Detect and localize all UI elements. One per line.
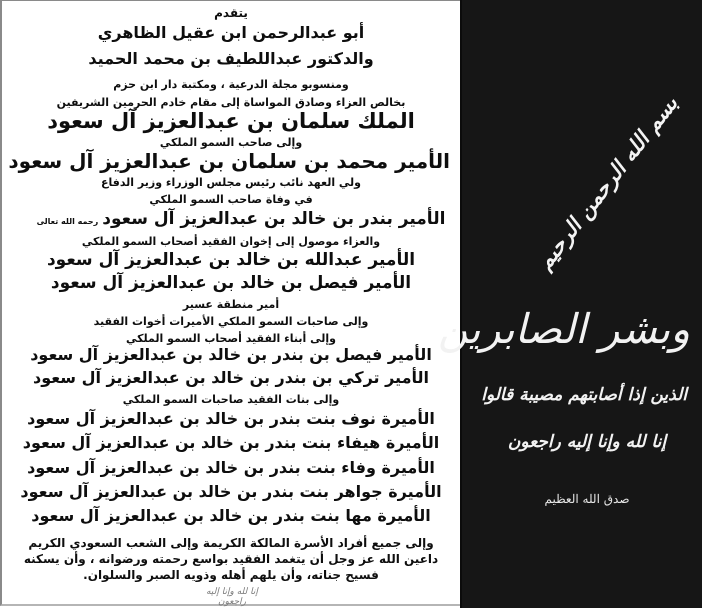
death-of-heading: في وفاة صاحب السمو الملكي bbox=[149, 193, 313, 206]
brother-name: الأمير عبدالله بن خالد بن عبدالعزيز آل سعود bbox=[46, 250, 416, 270]
sender-name: والدكتور عبداللطيف بن محمد الحميد bbox=[88, 49, 374, 68]
signature-calligraphy: إنا لله وإنا إليه راجعون bbox=[206, 587, 258, 607]
daughter-name: الأميرة هيفاء بنت بندر بن خالد بن عبدالعزيز آل سعود bbox=[22, 433, 440, 452]
daughter-name: الأميرة جواهر بنت بندر بن خالد بن عبدالعزيز آل سعود bbox=[20, 482, 442, 501]
sisters-intro: وإلى صاحبات السمو الملكي الأميرات أخوات الفقيد bbox=[93, 315, 369, 328]
crown-prince-name: الأمير محمد بن سلمان بن عبدالعزيز آل سعود bbox=[8, 149, 450, 173]
verse-heading: وبشر الصابرين bbox=[437, 305, 690, 353]
verse-closing: صدق الله العظيم bbox=[544, 492, 630, 506]
quran-verse-panel bbox=[437, 0, 702, 608]
daughter-name: الأميرة وفاء بنت بندر بن خالد بن عبدالعزيز آل سعود bbox=[27, 458, 435, 477]
verse-line: الذين إذا أصابتهم مصيبة قالوا bbox=[481, 385, 687, 405]
verse-line: إنا لله وإنا إليه راجعون bbox=[507, 432, 667, 452]
senders-affiliation: ومنسوبو مجلة الدرعية ، ومكتبة دار ابن حزم bbox=[113, 78, 349, 91]
closing-line: وإلى جميع أفراد الأسرة المالكة الكريمة وإلى الشعب السعودي الكريم bbox=[28, 536, 434, 550]
closing-line: فسيح جناته، وأن يلهم أهله وذويه الصبر والسلوان. bbox=[83, 568, 379, 582]
crown-prince-title: ولي العهد نائب رئيس مجلس الوزراء وزير الدفاع bbox=[100, 176, 362, 189]
sender-name: أبو عبدالرحمن ابن عقيل الظاهري bbox=[97, 23, 365, 42]
deceased-note: رحمه الله تعالى bbox=[36, 217, 99, 226]
basmala-text: بسم الله الرحمن الرحيم bbox=[531, 90, 683, 275]
son-name: الأمير تركي بن بندر بن خالد بن عبدالعزيز آل سعود bbox=[33, 368, 429, 387]
brother-title: أمير منطقة عسير bbox=[182, 298, 280, 311]
basmala-calligraphy bbox=[531, 90, 683, 275]
intro-text: يتقدم bbox=[214, 6, 248, 20]
son-name: الأمير فيصل بن بندر بن خالد بن عبدالعزيز آل سعود bbox=[30, 345, 432, 364]
royal-highness-heading: وإلى صاحب السمو الملكي bbox=[159, 136, 303, 149]
king-name: الملك سلمان بن عبدالعزيز آل سعود bbox=[47, 109, 415, 133]
daughters-intro: وإلى بنات الفقيد صاحبات السمو الملكي bbox=[122, 393, 340, 406]
deceased-name: الأمير بندر بن خالد بن عبدالعزيز آل سعود bbox=[102, 209, 446, 229]
deceased-name-row bbox=[22, 211, 460, 228]
closing-line: داعين الله عز وجل أن يتغمد الفقيد بواسع رحمته ورضوانه ، وأن يسكنه bbox=[23, 552, 439, 566]
condolence-line: بخالص العزاء وصادق المواساة إلى مقام خادم الحرمين الشريفين bbox=[56, 96, 406, 109]
brothers-intro: والعزاء موصول إلى إخوان الفقيد أصحاب السمو الملكي bbox=[81, 235, 381, 248]
daughter-name: الأميرة نوف بنت بندر بن خالد بن عبدالعزيز آل سعود bbox=[27, 409, 435, 428]
brother-name: الأمير فيصل بن خالد بن عبدالعزيز آل سعود bbox=[50, 273, 412, 293]
sons-intro: وإلى أبناء الفقيد أصحاب السمو الملكي bbox=[126, 332, 336, 345]
daughter-name: الأميرة مها بنت بندر بن خالد بن عبدالعزيز آل سعود bbox=[31, 506, 431, 525]
